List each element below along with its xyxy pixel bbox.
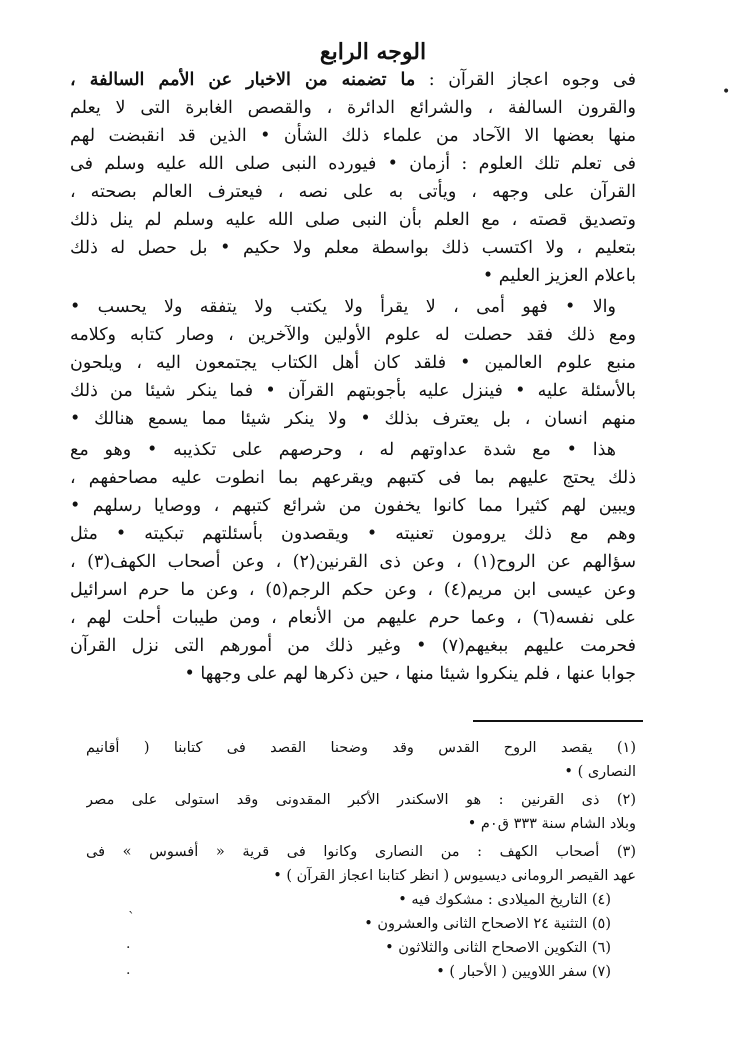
body-line-4: فى تعلم تلك العلوم : أزمان • فيورده النبى صلى الله عليه وسلم فى [70,154,636,174]
body-line-16: ويبين لهم كثيرا مما كانوا يخفون من شرائع كتبهم ، ووصايا رسلهم • [70,496,636,516]
footnote-1-cont: النصارى ) • [564,764,636,780]
margin-speck: . [126,936,131,952]
body-line-7: بتعليم ، ولا اكتسب ذلك بواسطة معلم ولا حكيم • بل حصل له ذلك [70,238,636,258]
footnote-5: (٥) التثنية ٢٤ الاصحاح الثانى والعشرون • [364,916,611,932]
body-line-12: بالأسئلة عليه • فينزل عليه بأجوبتهم القرآن • فما ينكر شيئا من ذلك [70,381,636,401]
footnote-7: (٧) سفر اللاويين ( الأحبار ) • [436,964,611,980]
footnote-separator [473,720,643,722]
body-line-10: ومع ذلك فقد حصلت له علوم الأولين والآخرين ، وصار كتابه وكلامه [70,325,636,345]
body-line-21: فحرمت عليهم ببغيهم(٧) • وغير ذلك من أمورهم التى نزل القرآن [70,636,636,656]
footnote-3: (٣) أصحاب الكهف : من النصارى وكانوا فى قرية « أفسوس » فى [86,844,636,860]
footnote-2-cont: وبلاد الشام سنة ٣٣٣ ق٠م • [467,816,636,832]
body-line-22: جوابا عنها ، فلم ينكروا شيئا منها ، حين ذكرها لهم على وجهها • [184,664,636,684]
body-line-15: ذلك يحتج عليهم بما فى كتبهم ويقرعهم بما انطوت عليه مصاحفهم ، [70,468,636,488]
body-line-13: منهم انسان ، بل يعترف بذلك • ولا ينكر شيئا مما يسمع هنالك • [70,409,636,429]
body-line-19: وعن عيسى ابن مريم(٤) ، وعن حكم الرجم(٥) ، وعن ما حرم اسرائيل [70,580,636,600]
body-line-6: وتصديق قصته ، مع العلم بأن النبى صلى الله عليه وسلم لم ينل ذلك [70,210,636,230]
body-line-20: على نفسه(٦) ، وعما حرم عليهم من الأنعام ، ومن طيبات أحلت لهم ، [70,608,636,628]
body-line-9: والا • فهو أمى ، لا يقرأ ولا يكتب ولا يتفقه ولا يحسب • [70,297,616,317]
body-line-18: سؤالهم عن الروح(١) ، وعن ذى القرنين(٢) ، وعن أصحاب الكهف(٣) ، [70,552,636,572]
margin-speck: • [722,84,731,100]
bold-phrase: ما تضمنه من الاخبار عن الأمم السالفة ، [70,70,416,90]
footnote-6: (٦) التكوين الاصحاح الثانى والثلاثون • [385,940,611,956]
margin-speck: . [126,962,131,978]
body-line-17: وهم مع ذلك يرومون تعنيته • ويقصدون بأسئلتهم تبكيته • مثل [70,524,636,544]
body-line-2: والقرون السالفة ، والشرائع الدائرة ، والقصص الغابرة التى لا يعلم [70,98,636,118]
body-line-8: باعلام العزيز العليم • [482,266,636,286]
body-line-11: منبع علوم العالمين • فلقد كان أهل الكتاب يجتمعون اليه ، ويلحون [70,353,636,373]
section-title: الوجه الرابع [319,39,427,65]
footnote-1: (١) يقصد الروح القدس وقد وضحنا القصد فى كتابنا ( أقانيم [86,740,636,756]
body-line-1: فى وجوه اعجاز القرآن : ما تضمنه من الاخبار عن الأمم السالفة ، [70,70,636,90]
body-line-3: منها بعضها الا الآحاد من علماء ذلك الشأن • الذين قد انقبضت لهم [70,126,636,146]
body-line-5: القرآن على وجهه ، ويأتى به على نصه ، فيعترف العالم بصحته ، [70,182,636,202]
footnote-4: (٤) التاريخ الميلادى : مشكوك فيه • [398,892,611,908]
footnote-2: (٢) ذى القرنين : هو الاسكندر الأكبر المقدونى وقد استولى على مصر [86,792,636,808]
footnote-3-cont: عهد القيصر الرومانى ديسيوس ( انظر كتابنا اعجاز القرآن ) • [273,868,636,884]
body-line-14: هذا • مع شدة عداوتهم له ، وحرصهم على تكذيبه • وهو مع [70,440,616,460]
margin-speck: ` [128,910,135,926]
